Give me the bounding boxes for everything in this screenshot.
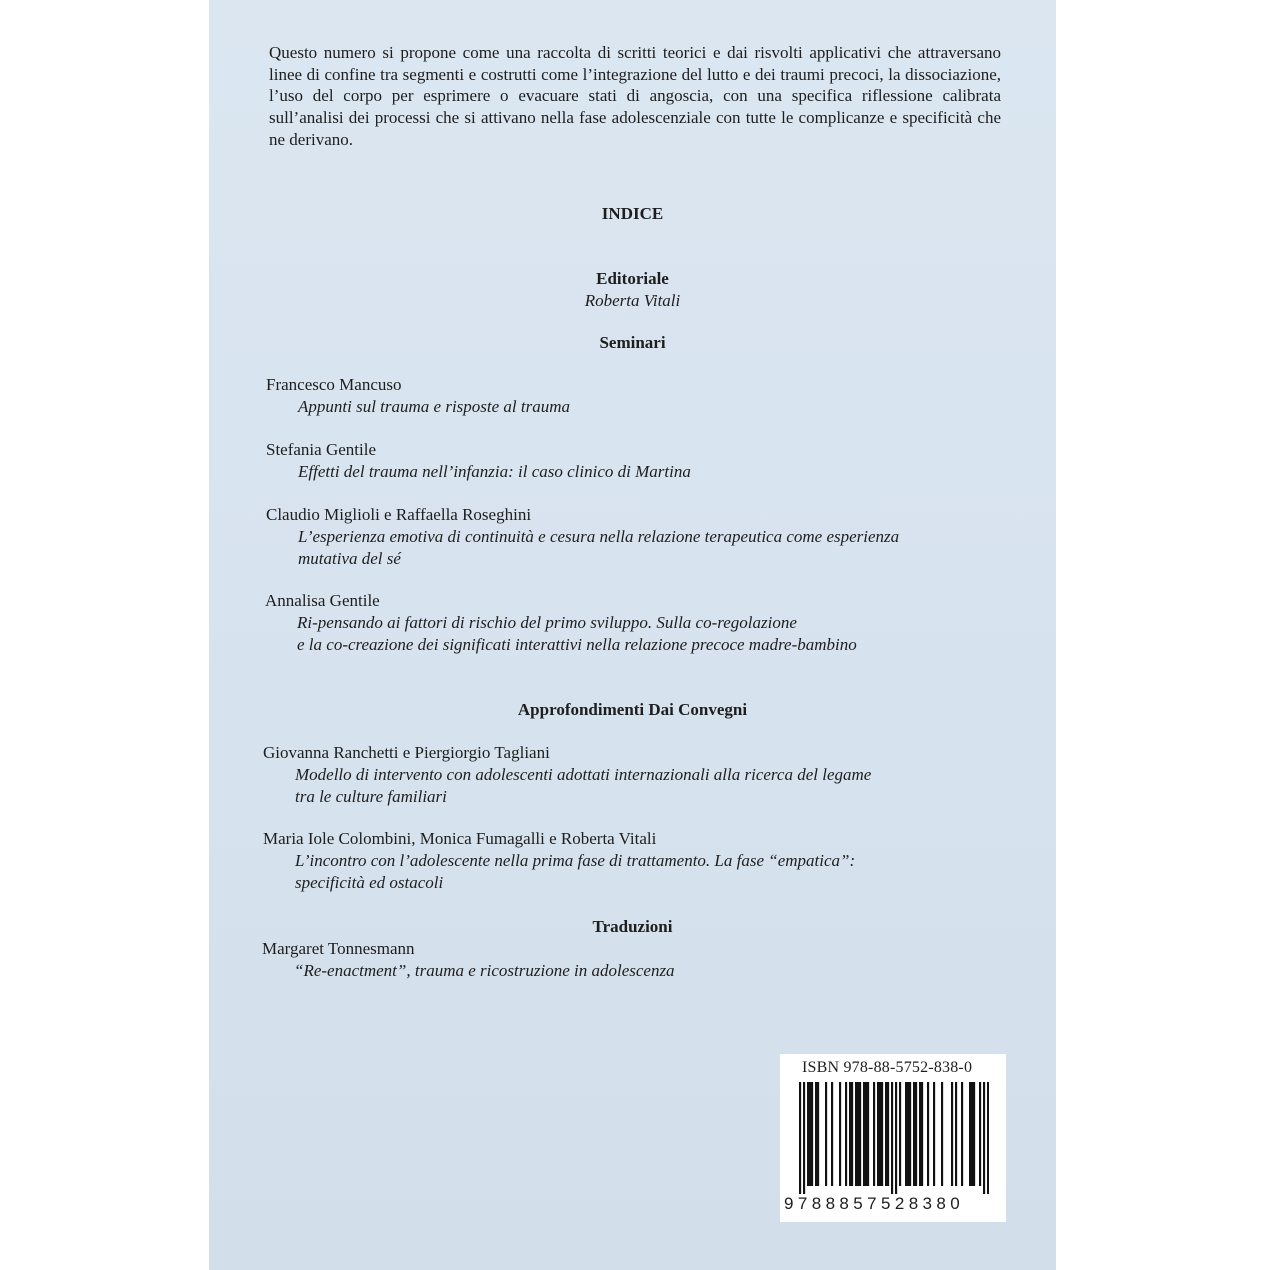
barcode-bar [803,1082,805,1194]
toc-entry-title: Effetti del trauma nell’infanzia: il caso clinico di Martina [298,462,691,481]
barcode-bar [811,1082,813,1186]
barcode-bar [951,1082,953,1186]
barcode-bar [885,1082,887,1186]
editorial-heading: Editoriale [596,269,669,288]
barcode-bar [913,1082,915,1186]
barcode-digits: 9788857528380 [784,1194,965,1213]
toc-entry-title: e la co-creazione dei significati interattivi nella relazione precoce madre-bambino [297,635,857,654]
barcode-label [780,1054,1006,1222]
barcode-bar [879,1082,881,1186]
barcode-bar [849,1082,851,1186]
barcode-bar [831,1082,833,1186]
barcode-bar [895,1082,897,1194]
barcode-bar [987,1082,989,1194]
toc-entry-title: Ri-pensando ai fattori di rischio del primo sviluppo. Sulla co-regolazione [297,613,797,632]
toc-entry-author: Maria Iole Colombini, Monica Fumagalli e Roberta Vitali [263,829,657,848]
toc-entry-title: L’incontro con l’adolescente nella prima fase di trattamento. La fase “empatica”: [295,851,856,870]
barcode-bar [857,1082,859,1186]
barcode-bar [855,1082,857,1186]
toc-entry-title: “Re-enactment”, trauma e ricostruzione in adolescenza [294,961,675,980]
toc-entry-author: Claudio Miglioli e Raffaella Roseghini [266,505,532,524]
toc-entry-author: Giovanna Ranchetti e Piergiorgio Tagliani [263,743,550,762]
toc-entry [266,374,570,418]
toc-entry-title: specificità ed ostacoli [295,873,444,892]
toc-entry-title: L’esperienza emotiva di continuità e cesura nella relazione terapeutica come esperienza [298,527,900,546]
barcode-bar [851,1082,853,1186]
toc-entry-author: Francesco Mancuso [266,375,402,394]
barcode-bar [807,1082,809,1186]
barcode-bar [973,1082,975,1186]
barcode-bar [919,1082,921,1186]
barcode-bar [799,1082,801,1194]
convegni-heading: Approfondimenti Dai Convegni [517,700,748,719]
barcode-bar [891,1082,893,1194]
barcode-bar [839,1082,841,1186]
barcode-bar [921,1082,923,1186]
barcode-bar [933,1082,935,1186]
barcode-bar [825,1082,827,1186]
barcode-bar [887,1082,889,1186]
editorial-author: Roberta Vitali [584,291,681,310]
barcode-bar [877,1082,879,1186]
barcode-bar [955,1082,957,1186]
toc-entry-title: mutativa del sé [298,549,401,568]
barcode-bar [983,1082,985,1194]
toc-entry [266,439,691,483]
barcode-bar [961,1082,963,1186]
barcode-bar [969,1082,971,1186]
barcode-bar [881,1082,883,1186]
barcode-bar [971,1082,973,1186]
barcode-bar [867,1082,869,1186]
toc-entry-title: Appunti sul trauma e risposte al trauma [298,397,571,416]
barcode-bar [863,1082,865,1186]
barcode-bar [815,1082,817,1186]
barcode-bar [907,1082,909,1186]
barcode-bar [941,1082,943,1186]
toc-entry-title: tra le culture familiari [295,787,447,806]
toc-entry [263,828,855,894]
barcode-bar [809,1082,811,1186]
barcode-bar [845,1082,847,1186]
barcode-bar [873,1082,875,1186]
barcode-bar [859,1082,861,1186]
barcode-bar [909,1082,911,1186]
toc-entry [265,590,857,656]
barcode-bar [979,1082,981,1186]
barcode-bar [865,1082,867,1186]
barcode-bar [899,1082,901,1186]
barcode-bar [905,1082,907,1186]
toc-entry [266,504,899,570]
toc-entry-author: Margaret Tonnesmann [262,939,415,958]
barcode-bar [915,1082,917,1186]
toc-entry-author: Stefania Gentile [266,440,376,459]
toc-entry [262,938,675,982]
toc-entry [263,742,871,808]
isbn-text: ISBN 978-88-5752-838-0 [802,1059,973,1076]
barcode-bar [817,1082,819,1186]
seminari-heading: Seminari [599,333,666,352]
toc-entry-title: Modello di intervento con adolescenti adottati internazionali alla ricerca del legame [295,765,872,784]
intro-paragraph: Questo numero si propone come una raccolta di scritti teorici e dai risvolti applicativi che attraversano linee di confine tra segmenti e costrutti come l’integrazione del lutto e dei traumi precoci, la dissociazione, l’uso del corpo per esprimere o evacuare stati di angoscia, con una specifica riflessione calibrata sull’analisi dei processi che si attivano nella fase adolescenziale con tutte le complicanze e specificità che ne derivano. [269,43,1001,149]
barcode-bars [799,1082,989,1194]
index-title: INDICE [601,204,664,223]
traduzioni-heading: Traduzioni [592,917,673,936]
toc-entry-author: Annalisa Gentile [265,591,380,610]
barcode-bar [927,1082,929,1186]
